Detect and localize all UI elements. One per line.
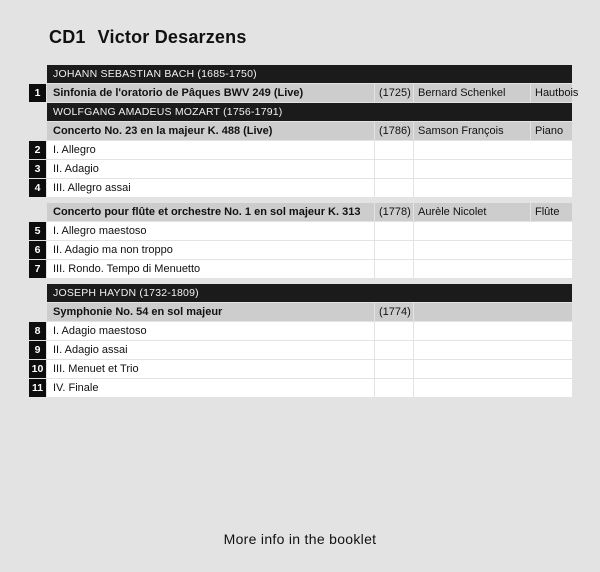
track-number: 6 <box>29 241 46 259</box>
track-row[interactable] <box>29 322 572 340</box>
track-number: 1 <box>29 84 46 102</box>
work-year: (1786) <box>375 122 413 140</box>
track-row[interactable] <box>29 260 572 278</box>
track-row[interactable] <box>29 160 572 178</box>
work-year: (1725) <box>375 84 413 102</box>
work-title: Concerto pour flûte et orchestre No. 1 en sol majeur K. 313 <box>47 203 374 221</box>
work-year: (1774) <box>375 303 413 321</box>
composer-name: JOHANN SEBASTIAN BACH (1685-1750) <box>47 65 572 83</box>
work-instrument: Hautbois <box>531 84 572 102</box>
track-number: 3 <box>29 160 46 178</box>
track-number: 4 <box>29 179 46 197</box>
work-instrument: Piano <box>531 122 572 140</box>
cd-number: CD1 <box>49 27 86 47</box>
track-row[interactable] <box>29 341 572 359</box>
track-number: 11 <box>29 379 46 397</box>
work-header <box>29 203 572 221</box>
track-row[interactable] <box>29 179 572 197</box>
work-instrument: Flûte <box>531 203 572 221</box>
track-title: III. Allegro assai <box>47 179 374 197</box>
track-title: II. Adagio <box>47 160 374 178</box>
work-header <box>29 122 572 140</box>
track-row[interactable] <box>29 141 572 159</box>
tracklist <box>29 65 579 398</box>
track-number: 9 <box>29 341 46 359</box>
work-performer: Samson François <box>414 122 530 140</box>
track-title: IV. Finale <box>47 379 374 397</box>
track-title: I. Allegro <box>47 141 374 159</box>
track-number: 7 <box>29 260 46 278</box>
cd-artist: Victor Desarzens <box>97 27 247 47</box>
cd-title <box>49 27 247 48</box>
work-title: Sinfonia de l'oratorio de Pâques BWV 249 (Live) <box>47 84 374 102</box>
work-year: (1778) <box>375 203 413 221</box>
track-row[interactable] <box>29 222 572 240</box>
work-title: Concerto No. 23 en la majeur K. 488 (Live) <box>47 122 374 140</box>
track-number: 10 <box>29 360 46 378</box>
composer-name: WOLFGANG AMADEUS MOZART (1756-1791) <box>47 103 572 121</box>
work-header <box>29 303 572 321</box>
track-title: III. Rondo. Tempo di Menuetto <box>47 260 374 278</box>
track-number: 8 <box>29 322 46 340</box>
track-row[interactable] <box>29 379 572 397</box>
composer-header-bach <box>29 65 572 83</box>
track-number: 5 <box>29 222 46 240</box>
track-row[interactable] <box>29 360 572 378</box>
booklet-note: More info in the booklet <box>223 531 377 547</box>
composer-header-mozart <box>29 103 572 121</box>
work-performer: Bernard Schenkel <box>414 84 530 102</box>
track-row[interactable] <box>29 241 572 259</box>
track-row[interactable] <box>29 84 579 102</box>
track-number: 2 <box>29 141 46 159</box>
track-title: I. Adagio maestoso <box>47 322 374 340</box>
track-title: II. Adagio assai <box>47 341 374 359</box>
work-performer: Aurèle Nicolet <box>414 203 530 221</box>
track-title: II. Adagio ma non troppo <box>47 241 374 259</box>
track-title: I. Allegro maestoso <box>47 222 374 240</box>
composer-header-haydn <box>29 284 572 302</box>
track-title: III. Menuet et Trio <box>47 360 374 378</box>
work-title: Symphonie No. 54 en sol majeur <box>47 303 374 321</box>
composer-name: JOSEPH HAYDN (1732-1809) <box>47 284 572 302</box>
